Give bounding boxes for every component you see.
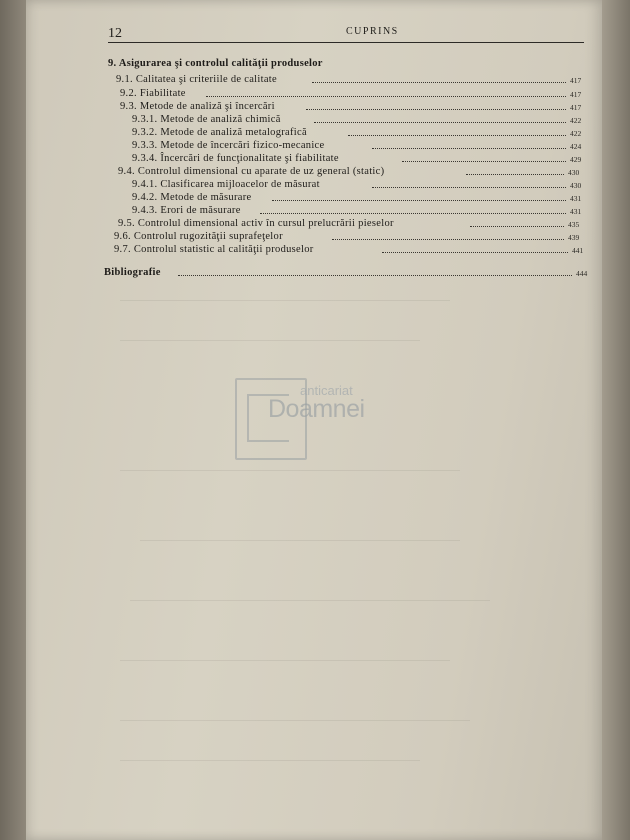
toc-entry[interactable] bbox=[104, 267, 588, 281]
toc-page: 422 bbox=[570, 116, 582, 125]
toc-label: 9.3.4. Încercări de funcţionalitate şi fiabilitate bbox=[132, 153, 339, 164]
toc-label: 9.6. Controlul rugozităţii suprafeţelor bbox=[114, 231, 283, 242]
toc-entry[interactable] bbox=[132, 114, 586, 128]
page-title: CUPRINS bbox=[346, 26, 399, 37]
toc-leader-dots bbox=[206, 96, 566, 97]
toc-leader-dots bbox=[348, 135, 566, 136]
toc-page: 417 bbox=[570, 103, 582, 112]
toc-label: 9.4.3. Erori de măsurare bbox=[132, 205, 241, 216]
toc-label: 9.4.1. Clasificarea mijloacelor de măsurat bbox=[132, 179, 320, 190]
toc-page: 417 bbox=[570, 90, 582, 99]
toc-label: 9.1. Calitatea şi criteriile de calitate bbox=[116, 74, 277, 85]
toc-entry[interactable] bbox=[132, 127, 586, 141]
toc-leader-dots bbox=[382, 252, 568, 253]
toc-entry[interactable] bbox=[132, 192, 586, 206]
toc-label: Bibliografie bbox=[104, 267, 161, 278]
toc-entry[interactable] bbox=[132, 179, 586, 193]
toc-entry[interactable] bbox=[120, 88, 586, 102]
book-edge-left bbox=[0, 0, 26, 840]
toc-leader-dots bbox=[372, 187, 566, 188]
toc-page: 422 bbox=[570, 129, 582, 138]
toc-leader-dots bbox=[332, 239, 564, 240]
toc-leader-dots bbox=[466, 174, 564, 175]
toc-leader-dots bbox=[372, 148, 566, 149]
toc-label: 9.3. Metode de analiză şi încercări bbox=[120, 101, 275, 112]
toc-entry[interactable] bbox=[118, 166, 586, 180]
toc-leader-dots bbox=[306, 109, 566, 110]
toc-page: 439 bbox=[568, 233, 580, 242]
toc-entry[interactable] bbox=[116, 74, 586, 88]
toc-entry[interactable] bbox=[118, 218, 586, 232]
page-header bbox=[108, 16, 584, 43]
toc-page: 430 bbox=[570, 181, 582, 190]
toc-page: 441 bbox=[572, 246, 584, 255]
toc-label: 9.3.1. Metode de analiză chimică bbox=[132, 114, 281, 125]
toc-label: 9.7. Controlul statistic al calităţii produselor bbox=[114, 244, 314, 255]
book-edge-right bbox=[602, 0, 630, 840]
toc-leader-dots bbox=[402, 161, 566, 162]
toc-leader-dots bbox=[314, 122, 566, 123]
watermark-line2: Doamnei bbox=[268, 395, 365, 423]
toc-entry[interactable] bbox=[120, 101, 586, 115]
toc-page: 424 bbox=[570, 142, 582, 151]
watermark-line1: anticariat bbox=[300, 383, 353, 398]
toc-page: 417 bbox=[570, 76, 582, 85]
toc-leader-dots bbox=[312, 82, 566, 83]
toc-leader-dots bbox=[272, 200, 566, 201]
toc-entry[interactable] bbox=[132, 153, 586, 167]
toc-entry[interactable] bbox=[132, 140, 586, 154]
toc-label: 9.2. Fiabilitate bbox=[120, 88, 186, 99]
toc-entry[interactable] bbox=[114, 244, 586, 258]
toc-page: 430 bbox=[568, 168, 580, 177]
toc-page: 435 bbox=[568, 220, 580, 229]
toc-label: 9.4.2. Metode de măsurare bbox=[132, 192, 252, 203]
toc-page: 431 bbox=[570, 194, 582, 203]
toc-label: 9.3.2. Metode de analiză metalografică bbox=[132, 127, 307, 138]
toc-label: 9. Asigurarea şi controlul calităţii produselor bbox=[108, 58, 323, 69]
toc-page: 431 bbox=[570, 207, 582, 216]
toc-leader-dots bbox=[470, 226, 564, 227]
toc-entry[interactable] bbox=[108, 58, 398, 72]
toc-label: 9.5. Controlul dimensional activ în cursul prelucrării pieselor bbox=[118, 218, 394, 229]
toc-label: 9.3.3. Metode de încercări fizico-mecanice bbox=[132, 140, 325, 151]
page-number: 12 bbox=[108, 26, 122, 41]
toc-entry[interactable] bbox=[132, 205, 586, 219]
toc-page: 444 bbox=[576, 269, 588, 278]
toc-page: 429 bbox=[570, 155, 582, 164]
toc-entry[interactable] bbox=[114, 231, 586, 245]
toc-label: 9.4. Controlul dimensional cu aparate de uz general (static) bbox=[118, 166, 385, 177]
toc-leader-dots bbox=[178, 275, 572, 276]
toc-leader-dots bbox=[260, 213, 566, 214]
